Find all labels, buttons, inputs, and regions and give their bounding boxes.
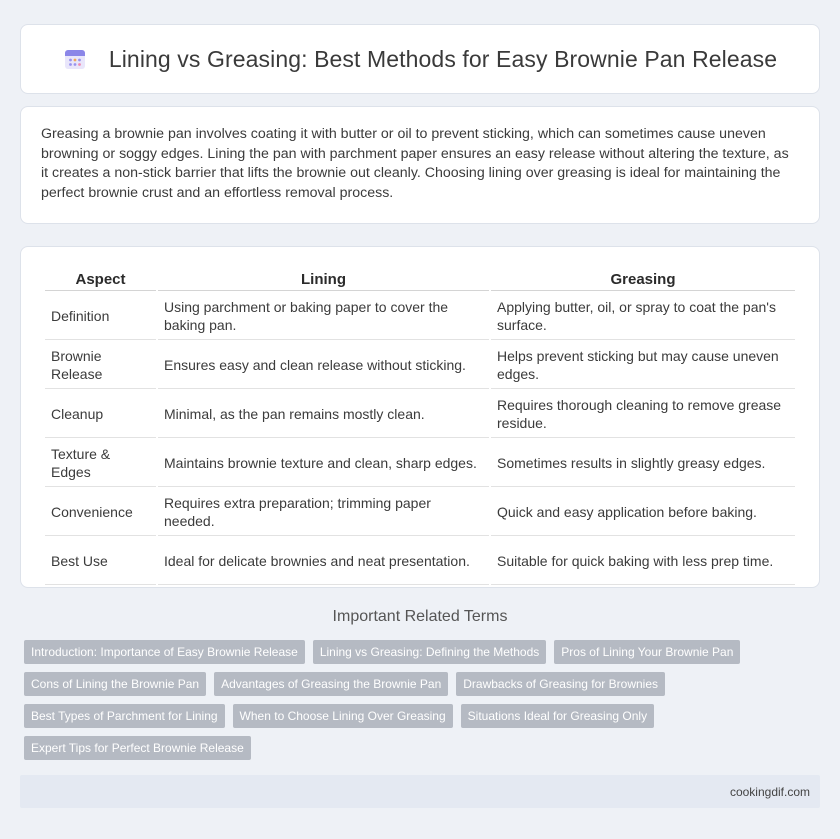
lining-cell: Maintains brownie texture and clean, sharp edges. <box>158 440 489 487</box>
aspect-cell: Cleanup <box>45 391 156 438</box>
aspect-cell: Definition <box>45 293 156 340</box>
header-card <box>20 24 820 94</box>
aspect-cell: Convenience <box>45 489 156 536</box>
lining-cell: Ensures easy and clean release without sticking. <box>158 342 489 389</box>
related-term-tag[interactable]: Drawbacks of Greasing for Brownies <box>456 672 665 696</box>
calendar-icon <box>63 47 87 71</box>
greasing-cell: Requires thorough cleaning to remove grease residue. <box>491 391 795 438</box>
related-term-tag[interactable]: When to Choose Lining Over Greasing <box>233 704 453 728</box>
table-row <box>45 342 795 389</box>
related-term-tag[interactable]: Lining vs Greasing: Defining the Methods <box>313 640 546 664</box>
greasing-cell: Sometimes results in slightly greasy edges. <box>491 440 795 487</box>
greasing-cell: Helps prevent sticking but may cause uneven edges. <box>491 342 795 389</box>
related-term-tag[interactable]: Expert Tips for Perfect Brownie Release <box>24 736 251 760</box>
table-row <box>45 538 795 585</box>
lining-cell: Minimal, as the pan remains mostly clean. <box>158 391 489 438</box>
intro-card <box>20 106 820 224</box>
lining-cell: Requires extra preparation; trimming paper needed. <box>158 489 489 536</box>
lining-cell: Ideal for delicate brownies and neat presentation. <box>158 538 489 585</box>
related-term-tag[interactable]: Situations Ideal for Greasing Only <box>461 704 654 728</box>
related-terms-list <box>24 640 824 760</box>
table-header-row <box>45 267 795 291</box>
table-row <box>45 440 795 487</box>
header-aspect: Aspect <box>45 267 156 291</box>
greasing-cell: Suitable for quick baking with less prep time. <box>491 538 795 585</box>
greasing-cell: Quick and easy application before baking. <box>491 489 795 536</box>
header <box>21 25 819 93</box>
aspect-cell: Brownie Release <box>45 342 156 389</box>
related-terms-title: Important Related Terms <box>332 608 508 625</box>
table-row <box>45 489 795 536</box>
greasing-cell: Applying butter, oil, or spray to coat the pan's surface. <box>491 293 795 340</box>
aspect-cell: Texture & Edges <box>45 440 156 487</box>
comparison-table <box>43 265 797 587</box>
footer <box>20 775 820 808</box>
related-term-tag[interactable]: Best Types of Parchment for Lining <box>24 704 225 728</box>
aspect-cell: Best Use <box>45 538 156 585</box>
intro-text: Greasing a brownie pan involves coating it with butter or oil to prevent sticking, which can sometimes cause uneven browning or soggy edges. Lining the pan with parchment paper ensures an easy release without altering the texture, as it creates a non-stick barrier that lifts the brownie out cleanly. Choosing lining over greasing is ideal for maintaining the perfect brownie crust and an effortless removal process. <box>41 126 789 201</box>
table-row <box>45 391 795 438</box>
related-term-tag[interactable]: Pros of Lining Your Brownie Pan <box>554 640 740 664</box>
lining-cell: Using parchment or baking paper to cover the baking pan. <box>158 293 489 340</box>
related-term-tag[interactable]: Introduction: Importance of Easy Brownie Release <box>24 640 305 664</box>
page-title: Lining vs Greasing: Best Methods for Easy Brownie Pan Release <box>108 45 778 72</box>
footer-site-link[interactable]: cookingdif.com <box>729 785 810 799</box>
comparison-table-card <box>20 246 820 588</box>
related-term-tag[interactable]: Advantages of Greasing the Brownie Pan <box>214 672 448 696</box>
related-term-tag[interactable]: Cons of Lining the Brownie Pan <box>24 672 206 696</box>
header-lining: Lining <box>158 267 489 291</box>
table-row <box>45 293 795 340</box>
header-greasing: Greasing <box>491 267 795 291</box>
